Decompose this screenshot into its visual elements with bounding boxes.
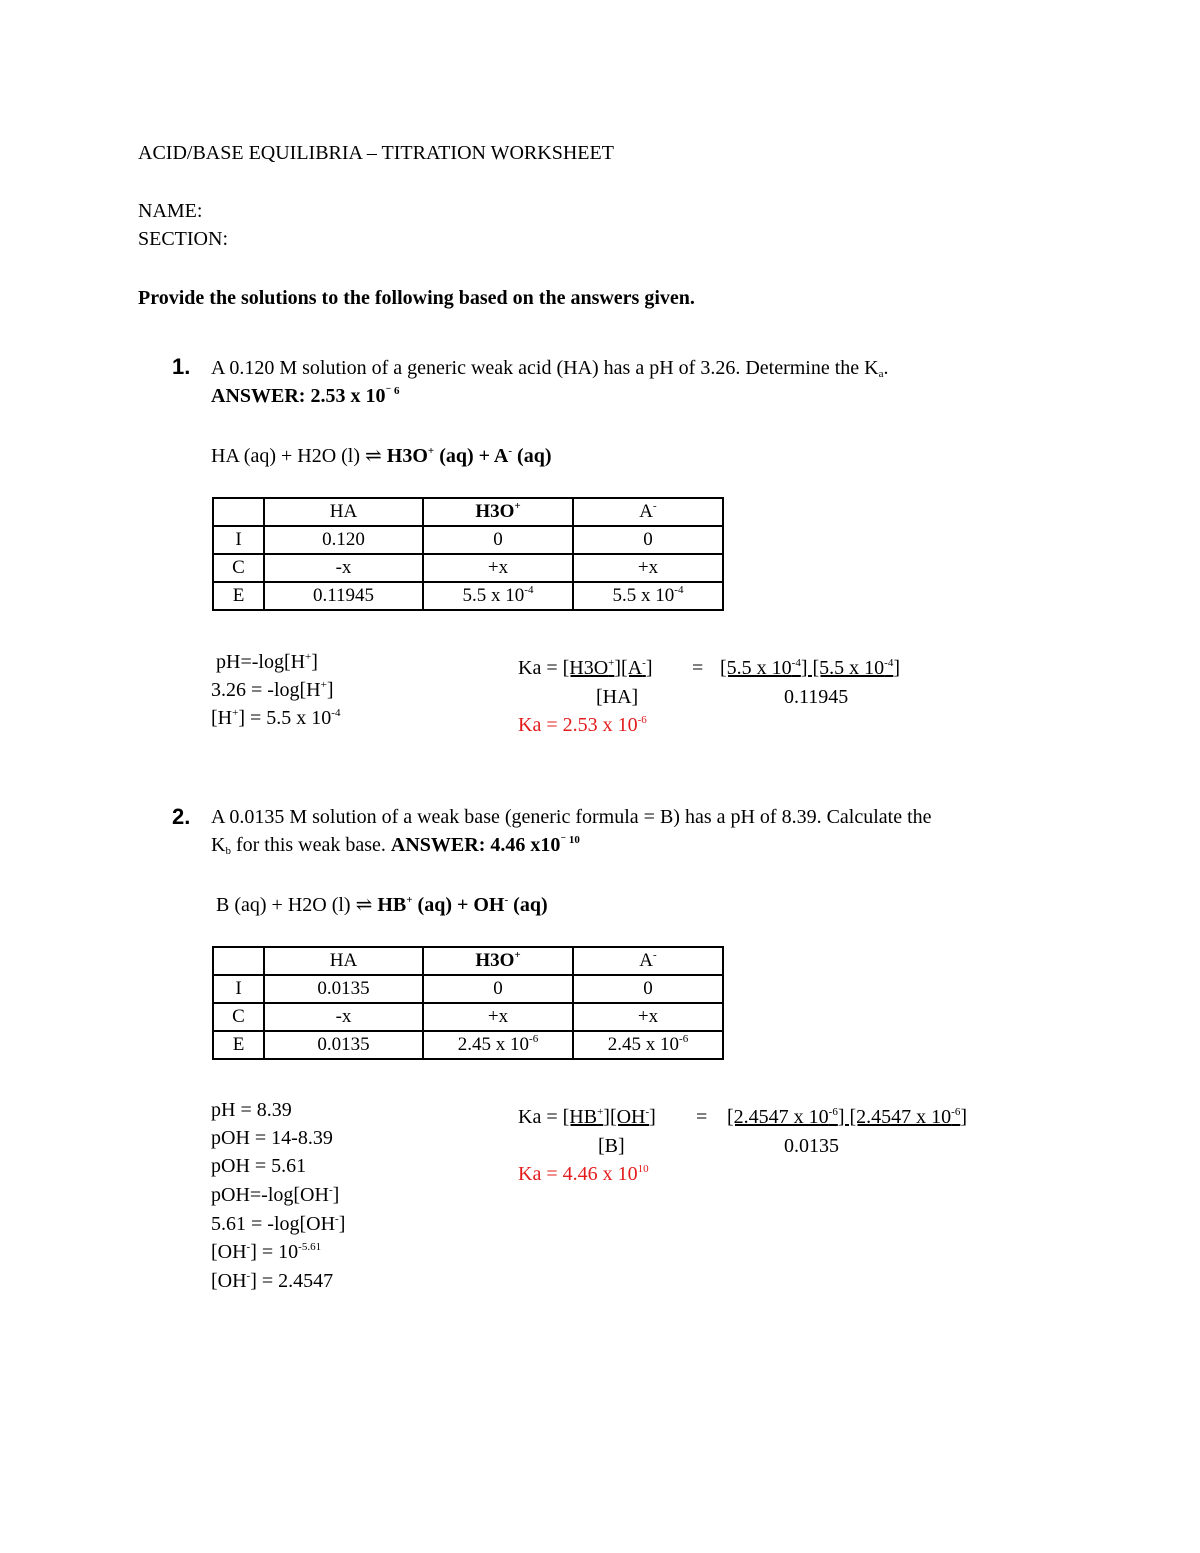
q1-ka-expression: Ka = [H3O+][A-] <box>518 657 653 679</box>
ice-table-2 <box>212 946 724 1060</box>
table-cell: 5.5 x $10^{-4}$ <box>573 582 723 610</box>
q1-ka-equals: = <box>692 657 704 679</box>
q1-ka-denominator: [HA] <box>596 686 639 708</box>
q2-work-line: pH = 8.39 <box>211 1099 292 1121</box>
table-header-row <box>213 498 723 526</box>
table-header-row <box>213 947 723 975</box>
row-label: E <box>213 1031 264 1059</box>
q2-work-line: 5.61 = -log[OH-] <box>211 1213 346 1235</box>
question-1-equation: HA (aq) + H2O (l) ⇌ H3O+ (aq) + A- (aq) <box>211 445 552 467</box>
table-cell: 0.0135 <box>264 1031 423 1059</box>
table-cell: 5.5 x $10^{-4}$ <box>423 582 573 610</box>
table-row <box>213 582 723 610</box>
table-cell: 0 <box>423 526 573 554</box>
table-cell: 0 <box>423 975 573 1003</box>
row-label: C <box>213 554 264 582</box>
q2-ka-denominator-value: 0.0135 <box>784 1135 839 1157</box>
q1-ka-result: Ka = 2.53 x $10^{-6}$ <box>518 714 647 736</box>
question-2-text: A 0.0135 M solution of a weak base (generic formula = B) has a pH of 8.39. Calculate the <box>211 806 932 828</box>
table-header-cell: H3O+ <box>423 947 573 975</box>
table-row <box>213 554 723 582</box>
q2-ka-result: Ka = 4.46 x $10^{10}$ <box>518 1163 649 1185</box>
q2-ka-denominator: [B] <box>598 1135 625 1157</box>
q1-ka-values: [5.5 x $10^{-4}$] [5.5 x $10^{-4}$] <box>720 657 901 679</box>
question-2-number: 2. <box>172 804 191 829</box>
table-header-cell <box>213 498 264 526</box>
question-1-text: A 0.120 M solution of a generic weak acid (HA) has a pH of 3.26. Determine the $K_a$. <box>211 357 889 380</box>
q1-work-line: [H+] = 5.5 x $10^{-4}$ <box>211 707 341 729</box>
question-2-equation: B (aq) + H2O (l) ⇌ HB+ (aq) + OH- (aq) <box>216 894 548 916</box>
table-cell: +x <box>423 554 573 582</box>
table-header-cell: A- <box>573 947 723 975</box>
q2-work-line: $[OH^-] = 10^{-5.61}$ <box>211 1241 322 1263</box>
table-cell: -x <box>264 554 423 582</box>
name-label: NAME: <box>138 200 203 222</box>
table-header-cell: A- <box>573 498 723 526</box>
table-header-cell <box>213 947 264 975</box>
table-cell: +x <box>423 1003 573 1031</box>
table-cell: 0.120 <box>264 526 423 554</box>
q2-ka-values: [2.4547 x $10^{-6}$] [2.4547 x $10^{-6}$] <box>727 1106 968 1128</box>
table-cell: 0 <box>573 975 723 1003</box>
row-label: I <box>213 975 264 1003</box>
q1-ka-denominator-value: 0.11945 <box>784 686 849 708</box>
table-header-cell: HA <box>264 498 423 526</box>
q2-work-line: pOH=-log[OH-] <box>211 1184 340 1206</box>
table-cell: +x <box>573 1003 723 1031</box>
ice-table-1 <box>212 497 724 611</box>
row-label: E <box>213 582 264 610</box>
instructions: Provide the solutions to the following based on the answers given. <box>138 287 695 309</box>
table-row <box>213 1031 723 1059</box>
table-cell: -x <box>264 1003 423 1031</box>
q2-ka-expression: Ka = [HB+][OH-] <box>518 1106 656 1128</box>
row-label: I <box>213 526 264 554</box>
table-row <box>213 975 723 1003</box>
row-label: C <box>213 1003 264 1031</box>
table-row <box>213 1003 723 1031</box>
q2-work-line: [OH-] = 2.4547 <box>211 1270 334 1292</box>
table-cell: 2.45 x $10^{-6}$ <box>573 1031 723 1059</box>
table-cell: 0.11945 <box>264 582 423 610</box>
section-label: SECTION: <box>138 228 228 250</box>
table-row <box>213 526 723 554</box>
table-cell: +x <box>573 554 723 582</box>
table-cell: 0 <box>573 526 723 554</box>
table-cell: 0.0135 <box>264 975 423 1003</box>
page-title: ACID/BASE EQUILIBRIA – TITRATION WORKSHEET <box>138 142 614 164</box>
q1-work-line: 3.26 = -log[H+] <box>211 679 334 701</box>
table-cell: 2.45 x $10^{-6}$ <box>423 1031 573 1059</box>
q1-work-line: pH=-log[H+] <box>216 651 318 673</box>
q2-ka-equals: = <box>696 1106 708 1128</box>
question-1-number: 1. <box>172 354 191 379</box>
table-header-cell: H3O+ <box>423 498 573 526</box>
question-2-text-line2: $K_b$ for this weak base. ANSWER: 4.46 $x10^{^- 10}$ <box>211 834 580 857</box>
question-1-answer: ANSWER: 2.53 x $10^{^- 6}$ <box>211 385 400 407</box>
q2-work-line: pOH = 5.61 <box>211 1155 307 1177</box>
q2-work-line: pOH = 14-8.39 <box>211 1127 333 1149</box>
table-header-cell: HA <box>264 947 423 975</box>
